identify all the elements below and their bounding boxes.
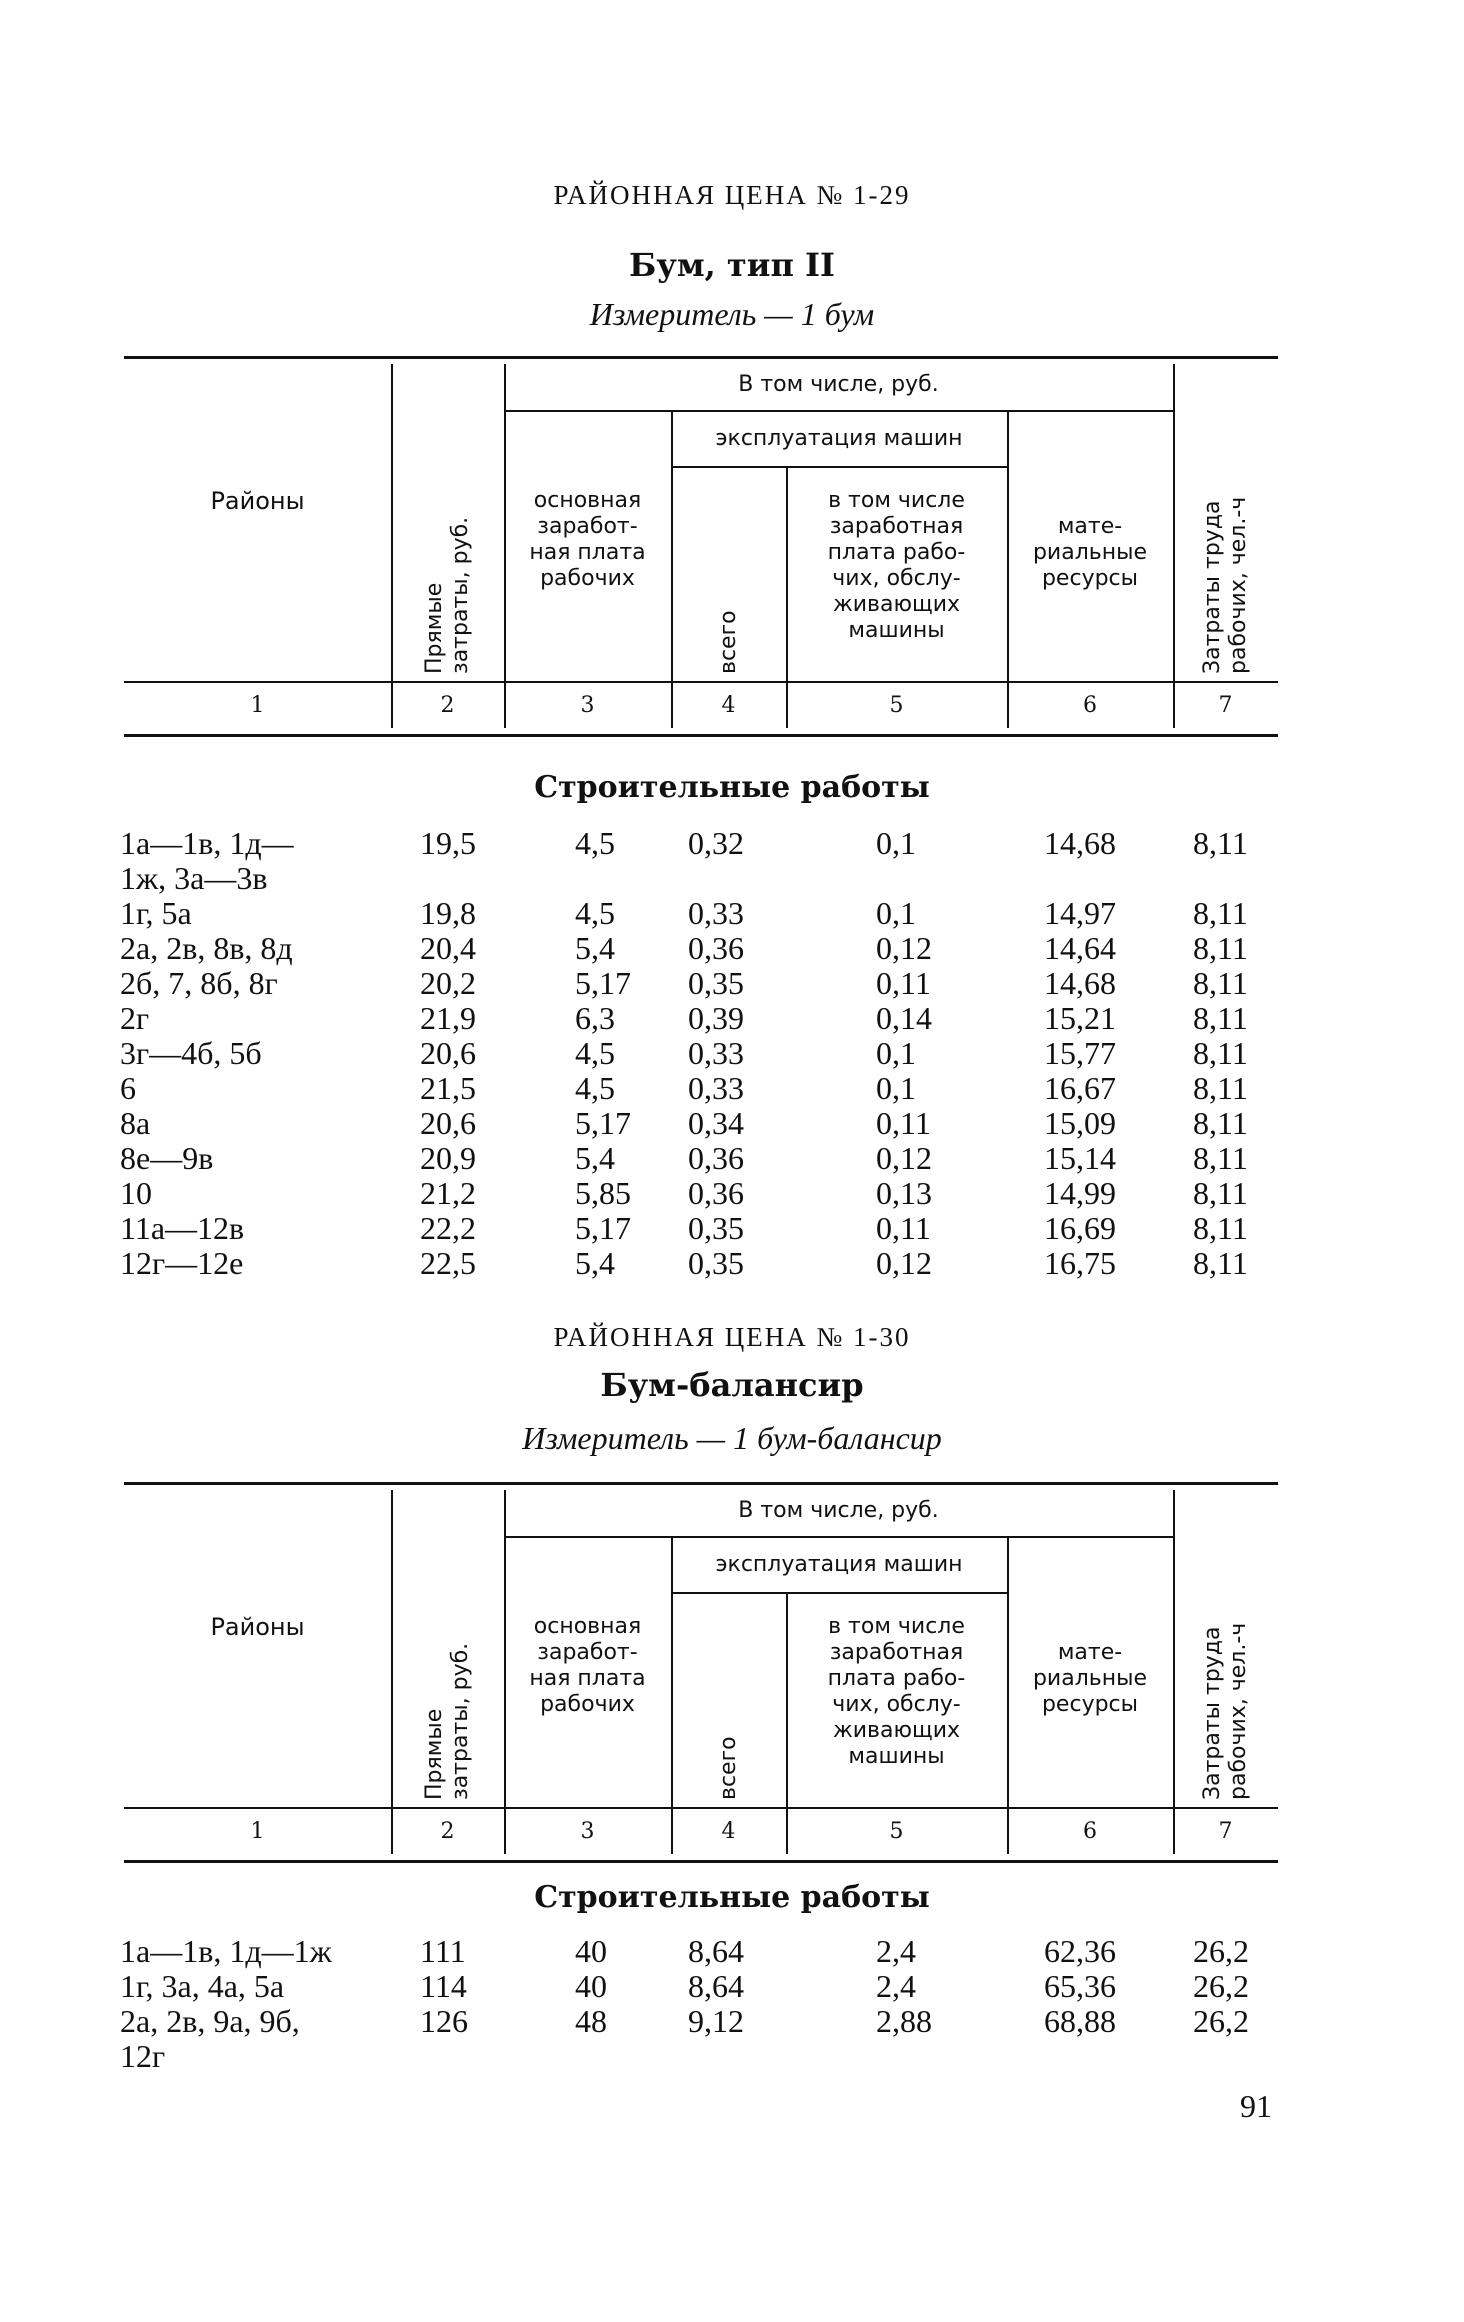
column-divider bbox=[671, 1536, 673, 1854]
table-top-rule bbox=[124, 1482, 1278, 1485]
table-cell: 0,12 bbox=[876, 1140, 932, 1176]
region-label: 11а—12в bbox=[120, 1210, 245, 1246]
table-cell: 4,5 bbox=[575, 895, 615, 931]
header-materials: риальные bbox=[1032, 1666, 1148, 1691]
table-cell: 5,4 bbox=[575, 930, 615, 966]
table-cell: 20,6 bbox=[420, 1035, 476, 1071]
column-divider bbox=[391, 364, 393, 728]
header-machine-wage: в том числе bbox=[828, 1614, 965, 1639]
table-cell: 2,88 bbox=[876, 2003, 932, 2039]
table-cell: 0,36 bbox=[688, 1175, 744, 1211]
region-label: 8е—9в bbox=[120, 1140, 214, 1176]
price-title: РАЙОННАЯ ЦЕНА № 1-29 bbox=[553, 180, 911, 210]
region-label: 10 bbox=[120, 1175, 152, 1211]
region-label: 12г bbox=[120, 2038, 166, 2074]
table-cell: 65,36 bbox=[1044, 1968, 1116, 2004]
region-label: 6 bbox=[120, 1070, 136, 1106]
column-divider bbox=[671, 410, 673, 728]
table-cell: 62,36 bbox=[1044, 1933, 1116, 1969]
table-cell: 0,11 bbox=[876, 1105, 931, 1141]
table-cell: 0,33 bbox=[688, 895, 744, 931]
header-labor: Затраты труда bbox=[1199, 1626, 1225, 1800]
header-machine-wage: живающих bbox=[832, 1718, 961, 1743]
table-cell: 16,67 bbox=[1044, 1070, 1116, 1106]
table-cell: 0,11 bbox=[876, 1210, 931, 1246]
table-cell: 0,33 bbox=[688, 1035, 744, 1071]
table-cell: 126 bbox=[420, 2003, 468, 2039]
unit-label: Измеритель — 1 бум bbox=[589, 296, 875, 332]
table-cell: 0,35 bbox=[688, 965, 744, 1001]
group-heading: Строительные работы bbox=[534, 1880, 930, 1915]
column-divider bbox=[1173, 1490, 1175, 1854]
region-label: 8а bbox=[120, 1105, 151, 1141]
table-cell: 0,33 bbox=[688, 1070, 744, 1106]
header-direct-costs: затраты, руб. bbox=[447, 516, 473, 674]
header-group-top: В том числе, руб. bbox=[738, 1498, 939, 1523]
table-cell: 8,11 bbox=[1193, 1000, 1248, 1036]
table-cell: 8,11 bbox=[1193, 895, 1248, 931]
table-cell: 5,85 bbox=[575, 1175, 631, 1211]
column-number: 4 bbox=[721, 693, 736, 718]
table-cell: 5,17 bbox=[575, 1210, 631, 1246]
table-cell: 22,5 bbox=[420, 1245, 476, 1281]
region-label: 3г—4б, 5б bbox=[120, 1035, 262, 1071]
table-cell: 19,8 bbox=[420, 895, 476, 931]
table-cell: 48 bbox=[575, 2003, 607, 2039]
group-heading: Строительные работы bbox=[534, 770, 930, 805]
column-number: 1 bbox=[250, 1819, 265, 1844]
column-number: 3 bbox=[580, 693, 595, 718]
table-cell: 8,64 bbox=[688, 1933, 744, 1969]
table-cell: 22,2 bbox=[420, 1210, 476, 1246]
table-cell: 2,4 bbox=[876, 1968, 916, 2004]
region-label: 1г, 5а bbox=[120, 895, 192, 931]
group-rule bbox=[504, 410, 1173, 412]
table-cell: 5,4 bbox=[575, 1140, 615, 1176]
table-cell: 8,11 bbox=[1193, 1105, 1248, 1141]
table-cell: 15,21 bbox=[1044, 1000, 1116, 1036]
table-cell: 0,11 bbox=[876, 965, 931, 1001]
header-direct-costs: Прямые bbox=[421, 1708, 447, 1800]
table-cell: 0,35 bbox=[688, 1245, 744, 1281]
header-base-wage: рабочих bbox=[540, 566, 635, 591]
table-cell: 14,68 bbox=[1044, 965, 1116, 1001]
table-cell: 8,11 bbox=[1193, 1175, 1248, 1211]
table-cell: 114 bbox=[420, 1968, 467, 2004]
header-machines-total: всего bbox=[715, 610, 741, 674]
header-machine-wage: живающих bbox=[832, 592, 961, 617]
header-labor: рабочих, чел.-ч bbox=[1225, 1622, 1251, 1800]
header-machines-total: всего bbox=[715, 1736, 741, 1800]
table-cell: 20,2 bbox=[420, 965, 476, 1001]
header-group-machines: эксплуатация машин bbox=[715, 426, 963, 451]
table-cell: 0,32 bbox=[688, 825, 744, 861]
table-cell: 16,75 bbox=[1044, 1245, 1116, 1281]
table-cell: 0,12 bbox=[876, 930, 932, 966]
header-group-machines: эксплуатация машин bbox=[715, 1552, 963, 1577]
table-cell: 2,4 bbox=[876, 1933, 916, 1969]
table-cell: 14,64 bbox=[1044, 930, 1116, 966]
header-machine-wage: чих, обслу- bbox=[832, 566, 961, 591]
table-cell: 8,11 bbox=[1193, 1070, 1248, 1106]
table-cell: 0,36 bbox=[688, 930, 744, 966]
table-cell: 0,1 bbox=[876, 1070, 916, 1106]
table-cell: 6,3 bbox=[575, 1000, 615, 1036]
table-cell: 21,2 bbox=[420, 1175, 476, 1211]
header-base-wage: рабочих bbox=[540, 1692, 635, 1717]
column-number: 6 bbox=[1083, 693, 1097, 718]
table-cell: 8,11 bbox=[1193, 1210, 1248, 1246]
column-number: 6 bbox=[1083, 1819, 1097, 1844]
item-name: Бум, тип II bbox=[629, 246, 835, 284]
header-materials: мате- bbox=[1057, 514, 1123, 539]
table-cell: 15,09 bbox=[1044, 1105, 1116, 1141]
table-cell: 15,14 bbox=[1044, 1140, 1116, 1176]
table-cell: 26,2 bbox=[1193, 1933, 1249, 1969]
table-cell: 0,1 bbox=[876, 1035, 916, 1071]
table-cell: 26,2 bbox=[1193, 1968, 1249, 2004]
table-cell: 20,9 bbox=[420, 1140, 476, 1176]
table-cell: 8,11 bbox=[1193, 825, 1248, 861]
table-cell: 0,14 bbox=[876, 1000, 932, 1036]
table-top-rule bbox=[124, 356, 1278, 359]
column-number: 7 bbox=[1218, 693, 1233, 718]
table-bottom-rule bbox=[124, 1860, 1278, 1863]
table-cell: 5,17 bbox=[575, 1105, 631, 1141]
header-regions: Районы bbox=[210, 1613, 305, 1641]
region-label: 2а, 2в, 8в, 8д bbox=[120, 930, 293, 966]
column-divider bbox=[1173, 364, 1175, 728]
region-label: 2а, 2в, 9а, 9б, bbox=[120, 2003, 300, 2039]
table-cell: 0,12 bbox=[876, 1245, 932, 1281]
column-number: 2 bbox=[440, 693, 455, 718]
table-cell: 21,5 bbox=[420, 1070, 476, 1106]
item-name: Бум-балансир bbox=[600, 1366, 864, 1404]
column-number: 7 bbox=[1218, 1819, 1233, 1844]
header-materials: риальные bbox=[1032, 540, 1148, 565]
table-cell: 0,34 bbox=[688, 1105, 744, 1141]
table-cell: 8,11 bbox=[1193, 1140, 1248, 1176]
region-label: 1а—1в, 1д—1ж bbox=[120, 1933, 332, 1969]
header-machine-wage: машины bbox=[848, 618, 945, 643]
region-label: 2б, 7, 8б, 8г bbox=[120, 965, 278, 1001]
table-cell: 8,11 bbox=[1193, 965, 1248, 1001]
header-labor: рабочих, чел.-ч bbox=[1225, 496, 1251, 674]
table-cell: 8,64 bbox=[688, 1968, 744, 2004]
table-cell: 16,69 bbox=[1044, 1210, 1116, 1246]
table-cell: 0,35 bbox=[688, 1210, 744, 1246]
column-number: 2 bbox=[440, 1819, 455, 1844]
page-number: 91 bbox=[1240, 2088, 1272, 2124]
column-number: 4 bbox=[721, 1819, 736, 1844]
header-base-wage: заработ- bbox=[537, 514, 638, 539]
header-machine-wage: плата рабо- bbox=[827, 1666, 966, 1691]
table-cell: 20,4 bbox=[420, 930, 476, 966]
column-number: 5 bbox=[889, 1819, 904, 1844]
table-cell: 4,5 bbox=[575, 1070, 615, 1106]
table-cell: 9,12 bbox=[688, 2003, 744, 2039]
table-cell: 4,5 bbox=[575, 1035, 615, 1071]
header-materials: ресурсы bbox=[1041, 1692, 1139, 1717]
table-cell: 0,36 bbox=[688, 1140, 744, 1176]
table-cell: 21,9 bbox=[420, 1000, 476, 1036]
group-rule bbox=[504, 1536, 1173, 1538]
table-cell: 4,5 bbox=[575, 825, 615, 861]
machines-rule bbox=[671, 1592, 1007, 1594]
table-cell: 15,77 bbox=[1044, 1035, 1116, 1071]
header-machine-wage: машины bbox=[848, 1744, 945, 1769]
table-cell: 40 bbox=[575, 1933, 607, 1969]
header-materials: мате- bbox=[1057, 1640, 1123, 1665]
machines-rule bbox=[671, 466, 1007, 468]
header-regions: Районы bbox=[210, 487, 305, 515]
header-machine-wage: плата рабо- bbox=[827, 540, 966, 565]
header-machine-wage: заработная bbox=[829, 1640, 964, 1665]
table-cell: 68,88 bbox=[1044, 2003, 1116, 2039]
header-base-wage: заработ- bbox=[537, 1640, 638, 1665]
header-base-wage: ная плата bbox=[529, 1666, 646, 1691]
region-label: 2г bbox=[120, 1000, 150, 1036]
table-cell: 0,1 bbox=[876, 825, 916, 861]
table-cell: 40 bbox=[575, 1968, 607, 2004]
table-cell: 14,68 bbox=[1044, 825, 1116, 861]
header-base-wage: ная плата bbox=[529, 540, 646, 565]
header-machine-wage: заработная bbox=[829, 514, 964, 539]
table-bottom-rule bbox=[124, 734, 1278, 737]
table-cell: 14,99 bbox=[1044, 1175, 1116, 1211]
region-label: 1ж, 3а—3в bbox=[120, 860, 268, 896]
table-cell: 8,11 bbox=[1193, 1035, 1248, 1071]
region-label: 12г—12е bbox=[120, 1245, 244, 1281]
column-number: 1 bbox=[250, 693, 265, 718]
header-bottom-rule bbox=[124, 1807, 1278, 1809]
region-label: 1г, 3а, 4а, 5а bbox=[120, 1968, 285, 2004]
table-cell: 0,1 bbox=[876, 895, 916, 931]
header-group-top: В том числе, руб. bbox=[738, 372, 939, 397]
header-machine-wage: чих, обслу- bbox=[832, 1692, 961, 1717]
unit-label: Измеритель — 1 бум-балансир bbox=[522, 1420, 942, 1456]
region-label: 1а—1в, 1д— bbox=[120, 825, 294, 861]
header-materials: ресурсы bbox=[1041, 566, 1139, 591]
header-direct-costs: затраты, руб. bbox=[447, 1642, 473, 1800]
table-cell: 5,17 bbox=[575, 965, 631, 1001]
table-cell: 0,13 bbox=[876, 1175, 932, 1211]
column-number: 5 bbox=[889, 693, 904, 718]
header-direct-costs: Прямые bbox=[421, 582, 447, 674]
table-cell: 0,39 bbox=[688, 1000, 744, 1036]
table-cell: 5,4 bbox=[575, 1245, 615, 1281]
table-cell: 8,11 bbox=[1193, 1245, 1248, 1281]
header-machine-wage: в том числе bbox=[828, 488, 965, 513]
table-cell: 19,5 bbox=[420, 825, 476, 861]
header-labor: Затраты труда bbox=[1199, 500, 1225, 674]
column-number: 3 bbox=[580, 1819, 595, 1844]
column-divider bbox=[391, 1490, 393, 1854]
price-title: РАЙОННАЯ ЦЕНА № 1-30 bbox=[553, 1322, 911, 1352]
header-bottom-rule bbox=[124, 681, 1278, 683]
header-base-wage: основная bbox=[533, 488, 642, 513]
table-cell: 111 bbox=[420, 1933, 466, 1969]
header-base-wage: основная bbox=[533, 1614, 642, 1639]
table-cell: 8,11 bbox=[1193, 930, 1248, 966]
table-cell: 26,2 bbox=[1193, 2003, 1249, 2039]
table-cell: 20,6 bbox=[420, 1105, 476, 1141]
table-cell: 14,97 bbox=[1044, 895, 1116, 931]
